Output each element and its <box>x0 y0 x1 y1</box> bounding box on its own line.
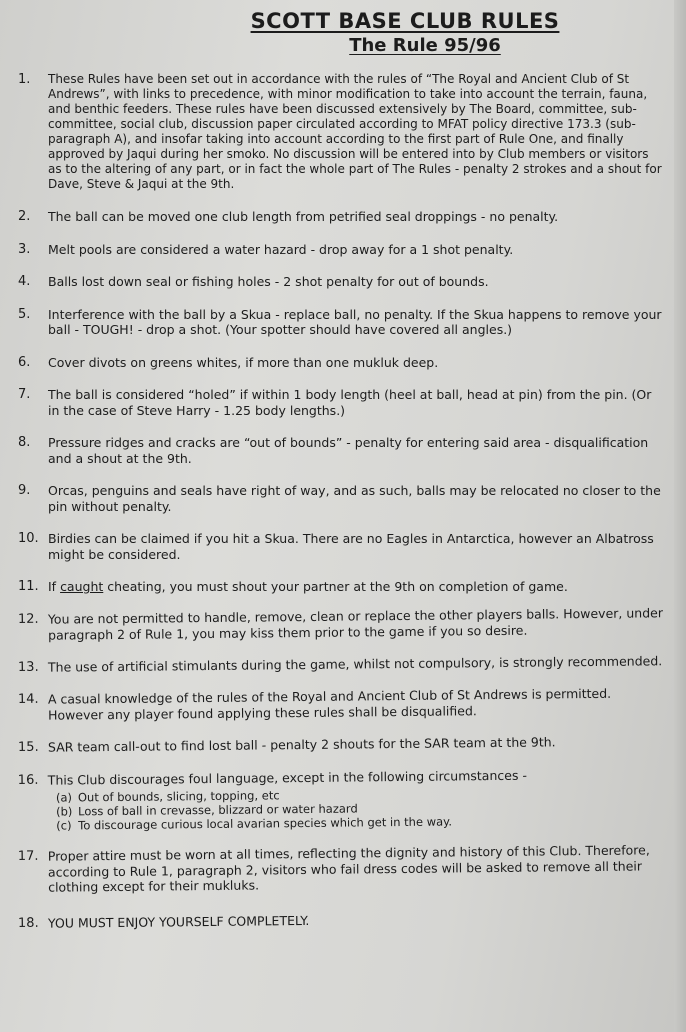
rule-number: 11. <box>18 579 39 594</box>
rule-text: SAR team call-out to find lost ball - penalty 2 shouts for the SAR team at the 9th. <box>47 734 556 755</box>
rule-text: Melt pools are considered a water hazard - drop away for a 1 shot penalty. <box>48 241 514 257</box>
sub-text: Out of bounds, slicing, topping, etc <box>77 787 280 804</box>
rule-5 <box>18 307 672 338</box>
rule-number: 2. <box>18 209 31 224</box>
rule-10 <box>18 531 672 562</box>
rule-text <box>48 766 673 832</box>
rule-number: 5. <box>18 306 31 322</box>
rule-1 <box>18 72 672 192</box>
rule-16 <box>18 766 673 832</box>
sub-text: Loss of ball in crevasse, blizzard or water hazard <box>78 800 358 818</box>
rule-12 <box>18 605 672 643</box>
rule-16-intro: This Club discourages foul language, except in the following circumstances - <box>47 767 527 788</box>
rule-17 <box>18 842 672 895</box>
rule-14 <box>18 685 672 723</box>
rule-text: The use of artificial stimulants during the game, whilst not compulsory, is strongly recommended. <box>47 652 663 675</box>
rule-number: 1. <box>18 72 31 87</box>
rule-text: Birdies can be claimed if you hit a Skua. There are no Eagles in Antarctica, however an Albatross might be considered. <box>48 531 654 562</box>
rule-number: 3. <box>18 241 31 257</box>
rule-number: 15. <box>17 739 39 755</box>
rule-number: 18. <box>17 915 39 931</box>
sub-text: To discourage curious local avarian species which get in the way. <box>78 813 453 832</box>
rule-number: 7. <box>18 387 31 402</box>
rule-text: A casual knowledge of the rules of the Royal and Ancient Club of St Andrews is permitted. However any player found applying these rules shall be disqualified. <box>47 685 612 723</box>
rule-text: Interference with the ball by a Skua - replace ball, no penalty. If the Skua happens to remove your ball - TOUGH! - drop a shot. (Your spotter should have covered all angles.) <box>48 306 662 337</box>
rule-text: Orcas, penguins and seals have right of way, and as such, balls may be relocated no closer to the pin without penalty. <box>48 483 661 514</box>
rule-6 <box>18 355 672 371</box>
rule-number: 9. <box>18 483 31 498</box>
rule-number: 17. <box>17 848 39 865</box>
rule-16-sublist <box>56 783 664 831</box>
rule-text: Cover divots on greens whites, if more than one mukluk deep. <box>48 354 439 370</box>
rule-text: The ball is considered “holed” if within 1 body length (heel at ball, head at pin) from the pin. (Or in the case of Steve Harry - 1.25 body lengths.) <box>48 387 652 418</box>
rule-text: Balls lost down seal or fishing holes - 2 shot penalty for out of bounds. <box>48 274 489 289</box>
rule-15 <box>18 733 672 755</box>
rule-4 <box>18 274 672 290</box>
rule-9 <box>18 483 672 514</box>
page-title: SCOTT BASE CLUB RULES <box>250 9 560 33</box>
paper-edge-shadow <box>674 0 686 1032</box>
rule-number: 4. <box>18 274 31 289</box>
rules-list <box>18 72 672 931</box>
rule-11 <box>18 579 672 595</box>
rule-2 <box>18 209 672 225</box>
rule-3 <box>18 242 672 258</box>
rule-number: 14. <box>17 691 39 707</box>
rule-18 <box>18 909 672 931</box>
rule-number: 12. <box>17 611 39 627</box>
rule-7 <box>18 387 672 418</box>
rule-13 <box>18 653 672 675</box>
rule-text: These Rules have been set out in accordance with the rules of “The Royal and Ancient Club of St Andrews”, with links to precedence, with minor modification to take into account the terrain, fauna, and benthic feeders. These rules have been discussed extensively by The Board, committee, sub-committee, social club, discussion paper circulated according to MFAT policy directive 173.3 (sub-paragraph A), and insofar taking into account according to the first part of Rule One, and finally approved by Jaqui during her smoko. No discussion will be entered into by Club members or visitors as to the altering of any part, or in fact the whole part of The Rules - penalty 2 strokes and a shout for Dave, Steve & Jaqui at the 9th. <box>48 72 662 191</box>
rule-number: 13. <box>17 659 39 675</box>
rule-text: Pressure ridges and cracks are “out of bounds” - penalty for entering said area - disqualification and a shout at the 9th. <box>48 435 649 466</box>
page-subtitle: The Rule 95/96 <box>349 35 501 56</box>
sub-label: (a) <box>55 789 73 804</box>
rule-text: You are not permitted to handle, remove, clean or replace the other players balls. However, under paragraph 2 of Rule 1, you may kiss them prior to the game if you so desire. <box>47 604 663 642</box>
caught-underlined: caught <box>60 579 104 594</box>
rule-text-prefix: If <box>48 579 61 594</box>
rule-text: Proper attire must be worn at all times, reflecting the dignity and history of this Club. Therefore, according to Rule 1, paragraph 2, visitors who fail dress codes will be asked to remove all their clothing except for their mukluks. <box>47 842 650 895</box>
rule-text-rest: cheating, you must shout your partner at the 9th on completion of game. <box>103 579 568 594</box>
rule-text <box>48 579 672 595</box>
rule-number: 6. <box>18 354 31 370</box>
rule-number: 10. <box>18 531 39 546</box>
rule-8 <box>18 435 672 466</box>
rule-text: The ball can be moved one club length from petrified seal droppings - no penalty. <box>48 209 559 224</box>
sub-label: (c) <box>56 817 72 832</box>
sub-label: (b) <box>56 803 73 818</box>
rule-number: 8. <box>18 435 31 450</box>
rule-number: 16. <box>17 772 39 788</box>
rule-text: YOU MUST ENJOY YOURSELF COMPLETELY. <box>47 912 310 931</box>
